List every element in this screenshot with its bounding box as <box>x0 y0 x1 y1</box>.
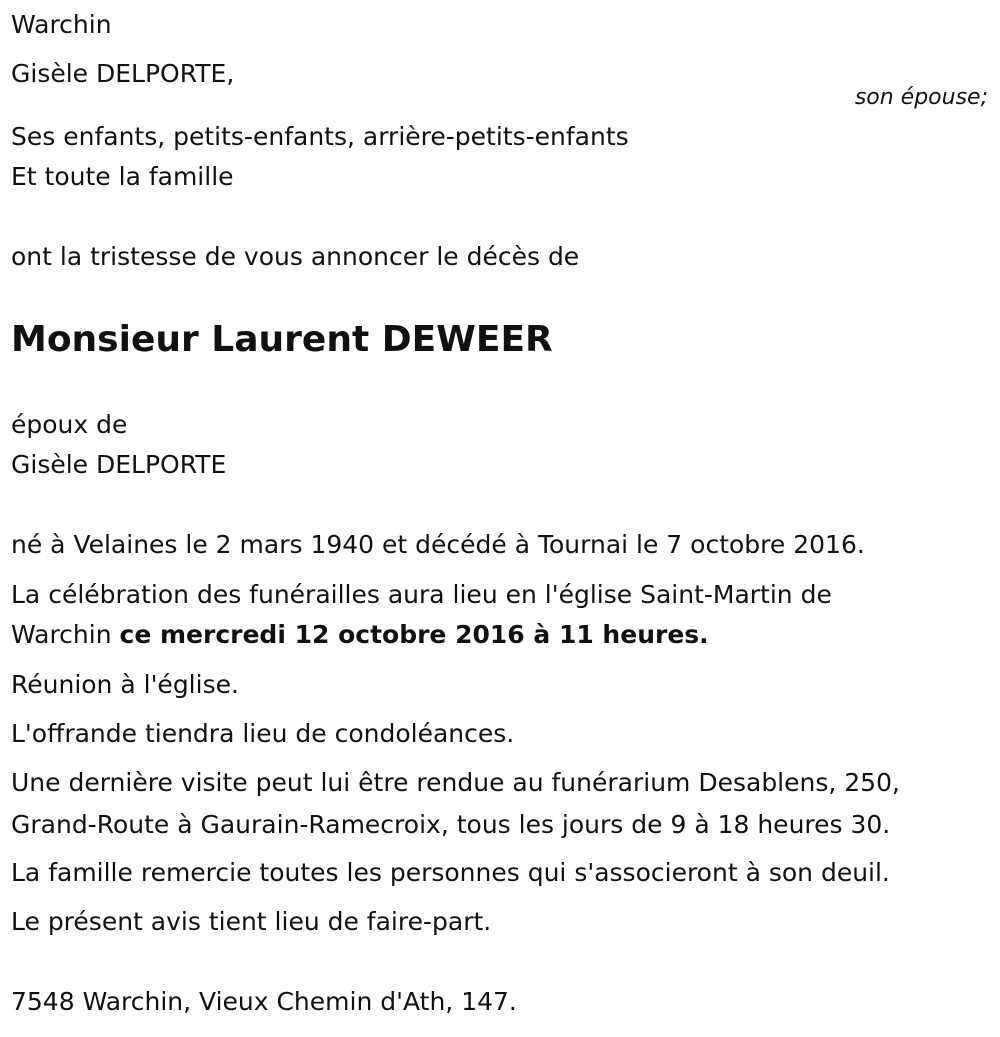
notice-text: Le présent avis tient lieu de faire-part. <box>11 907 492 936</box>
ceremony-time: ce mercredi 12 octobre 2016 à 11 heures. <box>119 620 709 649</box>
town-heading: Warchin <box>11 10 112 39</box>
family-line-1: Ses enfants, petits-enfants, arrière-petits-enfants <box>11 122 629 151</box>
offering-text: L'offrande tiendra lieu de condoléances. <box>11 719 515 748</box>
deceased-name: Monsieur Laurent DEWEER <box>11 319 553 360</box>
family-line-2: Et toute la famille <box>11 162 234 191</box>
visit-line-2: Grand-Route à Gaurain-Ramecroix, tous les jours de 9 à 18 heures 30. <box>11 810 891 839</box>
visit-line-1: Une dernière visite peut lui être rendue au funérarium Desablens, 250, <box>11 768 900 797</box>
spouse-role: son épouse; <box>854 85 988 110</box>
spouse-name: Gisèle DELPORTE, <box>11 59 235 88</box>
ceremony-line-1: La célébration des funérailles aura lieu en l'église Saint-Martin de <box>11 580 832 609</box>
birth-death-text: né à Velaines le 2 mars 1940 et décédé à Tournai le 7 octobre 2016. <box>11 530 865 559</box>
announcement-text: ont la tristesse de vous annoncer le décès de <box>11 242 580 271</box>
address-text: 7548 Warchin, Vieux Chemin d'Ath, 147. <box>11 987 517 1016</box>
relation-text: époux de <box>11 410 128 439</box>
ceremony-place: Warchin <box>11 620 120 649</box>
deceased-spouse: Gisèle DELPORTE <box>11 450 227 479</box>
reunion-text: Réunion à l'église. <box>11 670 239 699</box>
ceremony-line-2 <box>11 620 709 650</box>
thanks-text: La famille remercie toutes les personnes qui s'associeront à son deuil. <box>11 858 890 887</box>
